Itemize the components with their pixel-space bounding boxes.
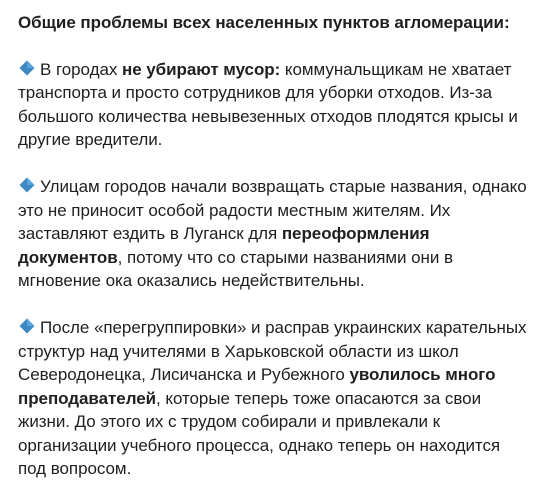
paragraph-text: В городах (40, 59, 122, 79)
small-blue-diamond-icon (18, 176, 36, 194)
paragraph-highlight: переоформления документов (18, 224, 430, 267)
paragraph-street-names (18, 175, 527, 293)
paragraph-highlight: уволилось много преподавателей (18, 365, 496, 408)
paragraph-text: , потому что со старыми названиями они в мгновение ока оказались недействительны. (18, 247, 454, 290)
post-title: Общие проблемы всех населенных пунктов агломерации: (18, 13, 510, 32)
paragraph-text: Улицам городов начали возвращать старые названия, однако это не приносит особой радости местным жителям. Их заставляют ездить в Луганск для (18, 177, 527, 243)
small-blue-diamond-icon (18, 317, 36, 335)
paragraph-teachers (18, 316, 527, 481)
small-blue-diamond-icon (18, 59, 36, 77)
paragraph-garbage (18, 58, 527, 152)
paragraph-highlight: не убирают мусор: (121, 59, 281, 79)
paragraph-text: коммунальщикам не хватает транспорта и просто сотрудников для уборки отходов. Из-за большого количества невывезенных отходов плодятся крысы и другие вредители. (18, 59, 518, 149)
paragraph-text: После «перегруппировки» и расправ украинских карательных структур над учителями в Харьковской области из школ Северодонецка, Лисичанска и Рубежного (18, 318, 527, 384)
paragraph-text: , которые теперь тоже опасаются за свои жизни. До этого их с трудом собирали и привлекали к организации учебного процесса, однако теперь он находится под вопросом. (18, 388, 501, 478)
